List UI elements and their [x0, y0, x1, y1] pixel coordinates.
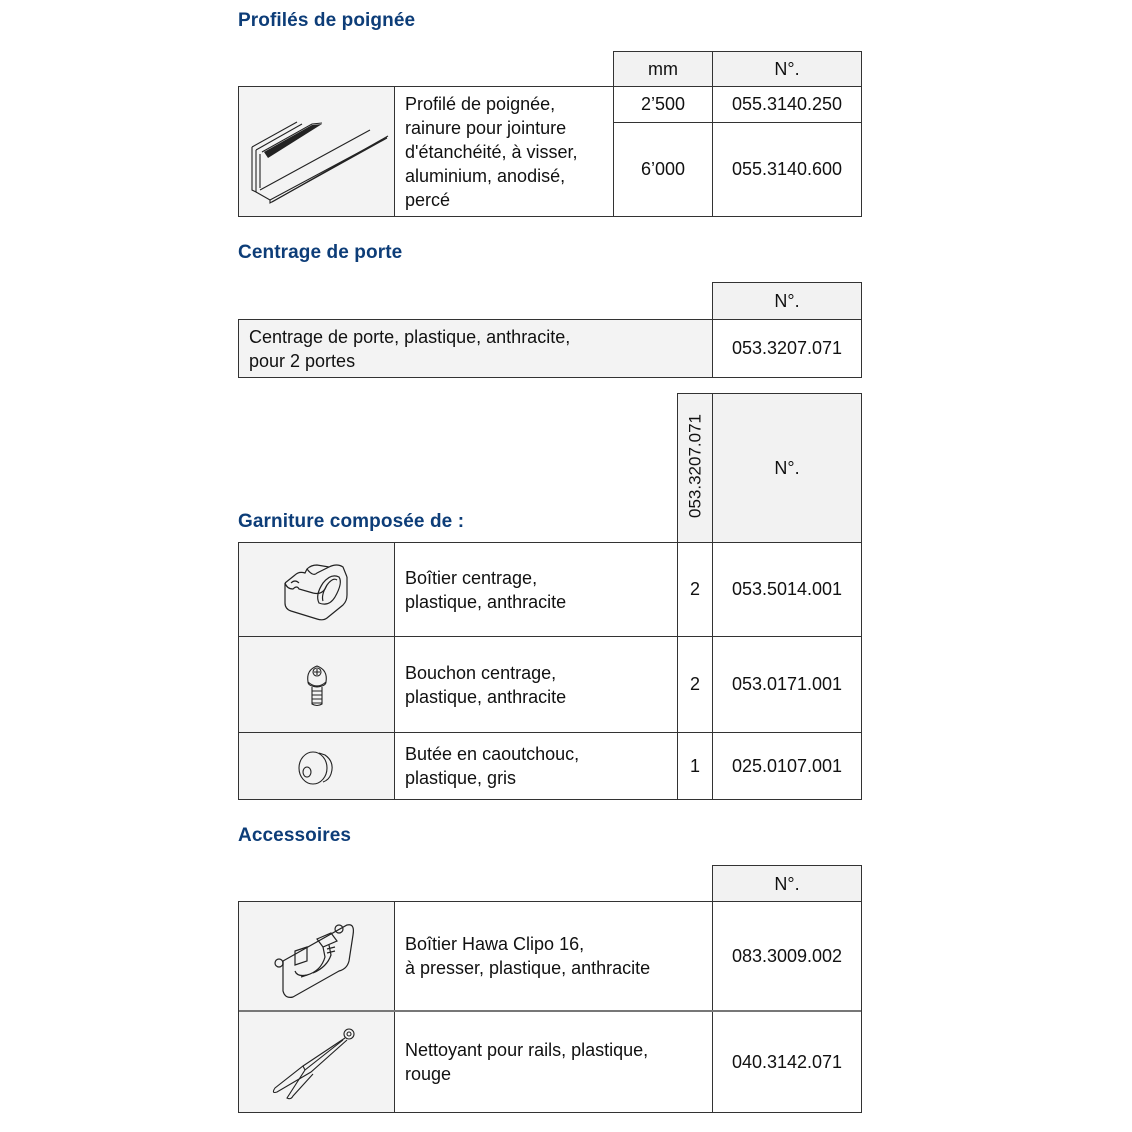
header-number: N°.	[712, 865, 862, 902]
article-number: 025.0107.001	[731, 755, 843, 776]
quantity: 2	[689, 674, 700, 694]
length-value: 6’000	[640, 159, 686, 179]
description-line: aluminium, anodisé,	[405, 166, 566, 186]
quantity: 1	[689, 755, 700, 776]
item-description	[395, 1012, 712, 1112]
rail-cleaner-icon	[239, 1012, 394, 1112]
centering-description	[239, 320, 712, 377]
description-line: plastique, gris	[405, 768, 517, 788]
item-description	[395, 637, 677, 732]
section-title-kit: Garniture composée de :	[238, 511, 465, 532]
length-value: 2’500	[640, 94, 686, 114]
description-line: Boîtier centrage,	[405, 567, 538, 588]
article-number: 055.3140.250	[731, 94, 843, 114]
description-line: d'étanchéité, à visser,	[405, 142, 578, 162]
article-number: 055.3140.600	[731, 159, 843, 179]
article-number: 053.5014.001	[731, 579, 843, 599]
section-title-centering: Centrage de porte	[238, 242, 403, 263]
article-number: 053.3207.071	[731, 338, 843, 358]
description-line: plastique, anthracite	[405, 591, 567, 612]
centering-plug-icon	[239, 637, 394, 732]
set-number-label: 053.3207.071	[685, 414, 705, 518]
description-line: Centrage de porte, plastique, anthracite,	[249, 326, 571, 347]
header-number: N°.	[712, 282, 862, 319]
rubber-stop-icon	[239, 733, 394, 799]
description-line: percé	[405, 190, 451, 210]
section-title-accessories: Accessoires	[238, 825, 352, 846]
article-number: 053.0171.001	[731, 674, 843, 694]
clipo-housing-icon	[239, 902, 394, 1010]
section-title-profiles: Profilés de poignée	[238, 10, 416, 31]
description-line: à presser, plastique, anthracite	[405, 958, 651, 978]
profile-description	[395, 87, 613, 216]
quantity: 2	[689, 579, 700, 599]
description-line: Butée en caoutchouc,	[405, 744, 580, 764]
handle-profile-icon	[239, 87, 394, 216]
header-mm: mm	[613, 51, 713, 86]
description-line: Bouchon centrage,	[405, 662, 557, 683]
description-line: rouge	[405, 1064, 452, 1084]
header-number: N°.	[712, 51, 862, 86]
description-line: plastique, anthracite	[405, 686, 567, 707]
article-number: 040.3142.071	[731, 1051, 843, 1072]
description-line: rainure pour jointure	[405, 118, 567, 138]
description-line: Nettoyant pour rails, plastique,	[405, 1040, 649, 1060]
item-description	[395, 733, 677, 799]
description-line: Profilé de poignée,	[405, 94, 556, 114]
header-set-number	[677, 393, 713, 542]
centering-housing-icon	[239, 543, 394, 636]
description-line: pour 2 portes	[249, 350, 356, 371]
header-number: N°.	[712, 393, 862, 542]
description-line: Boîtier Hawa Clipo 16,	[405, 934, 585, 954]
item-description	[395, 902, 712, 1010]
item-description	[395, 543, 677, 636]
article-number: 083.3009.002	[731, 945, 843, 966]
